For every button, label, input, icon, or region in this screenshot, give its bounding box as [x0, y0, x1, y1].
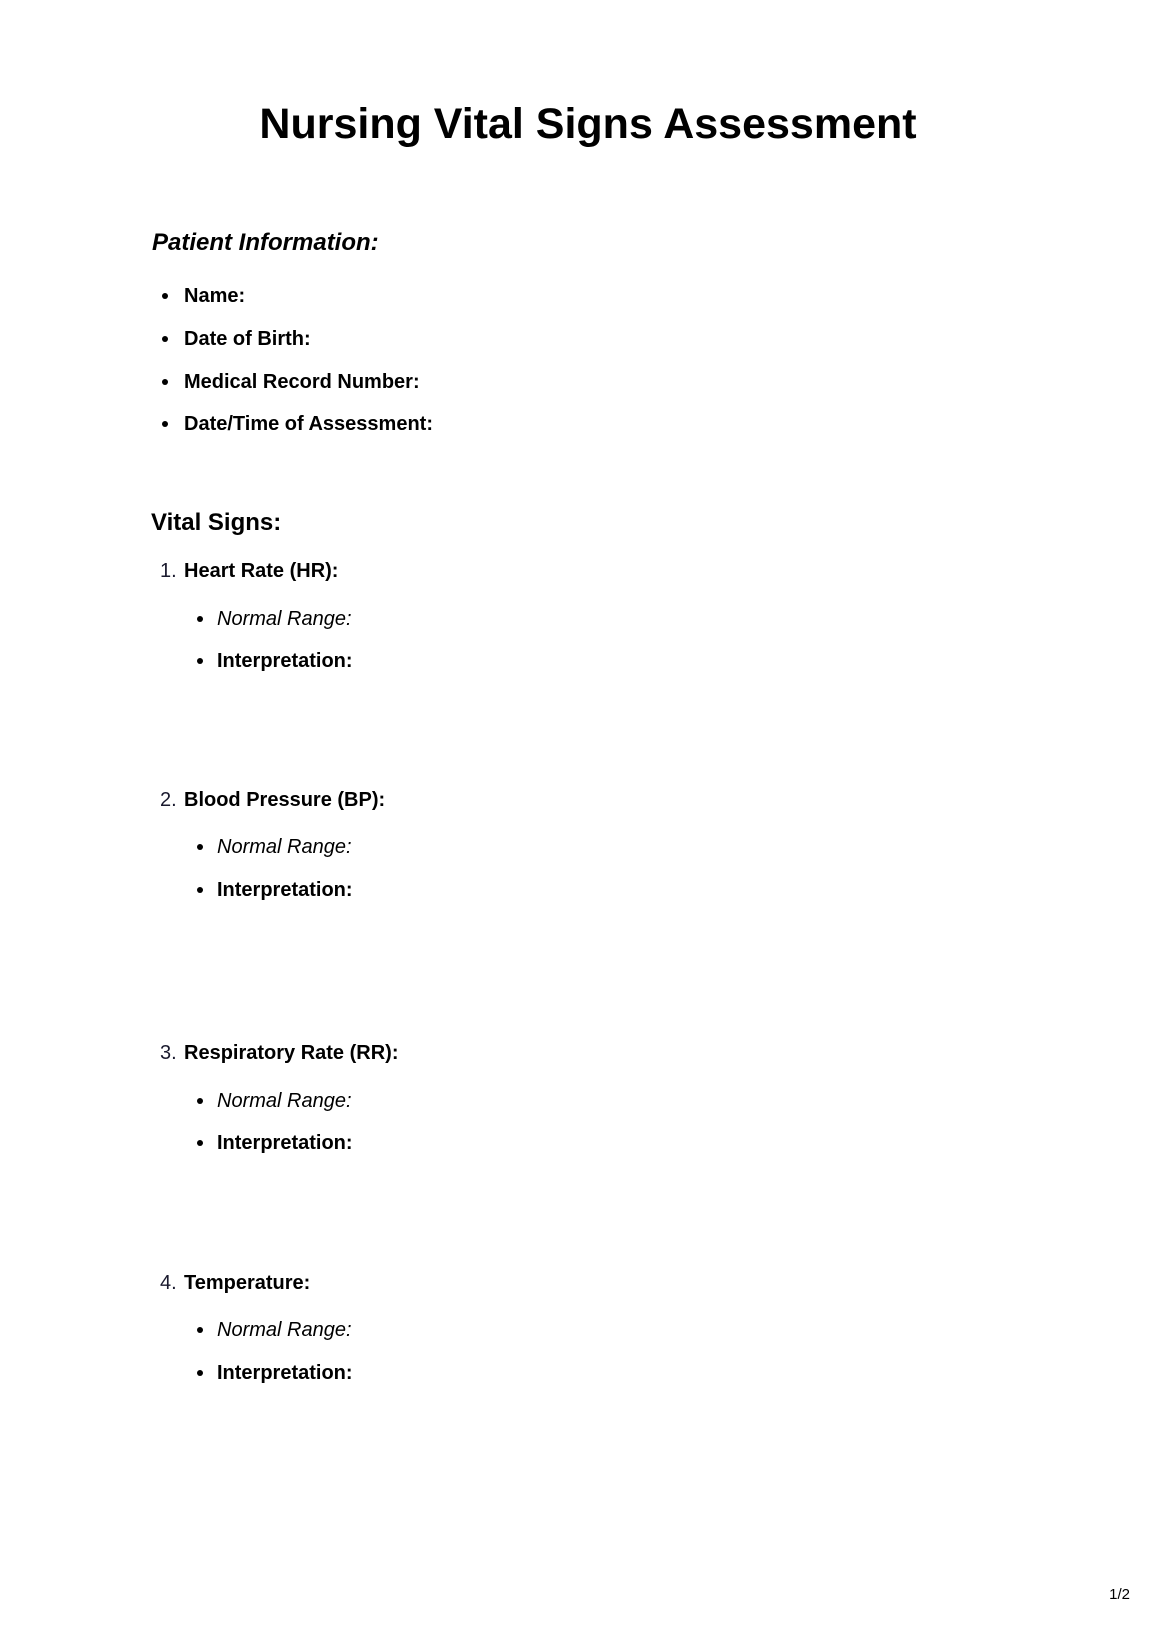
interpretation-line	[217, 877, 353, 903]
list-number: 3.	[160, 1042, 177, 1064]
bullet-icon	[197, 1098, 203, 1104]
normal-range-label: Normal Range:	[217, 1319, 352, 1341]
bullet-icon	[197, 1370, 203, 1376]
vital-label: Heart Rate (HR):	[184, 560, 339, 582]
normal-range-line	[217, 834, 352, 860]
patient-information-heading: Patient Information:	[152, 229, 379, 256]
list-number: 4.	[160, 1272, 177, 1294]
vital-signs-heading: Vital Signs:	[151, 509, 282, 536]
bullet-icon	[197, 1327, 203, 1333]
vital-item-respiratory-rate	[160, 1040, 399, 1066]
field-label: Date/Time of Assessment:	[184, 413, 433, 435]
bullet-icon	[197, 844, 203, 850]
bullet-icon	[162, 379, 168, 385]
vital-item-heart-rate	[160, 558, 339, 584]
page-title: Nursing Vital Signs Assessment	[259, 100, 917, 148]
field-label: Name:	[184, 285, 246, 307]
interpretation-line	[217, 1360, 353, 1386]
bullet-icon	[162, 293, 168, 299]
bullet-icon	[197, 1140, 203, 1146]
bullet-icon	[162, 421, 168, 427]
normal-range-label: Normal Range:	[217, 608, 352, 630]
list-number: 1.	[160, 560, 177, 582]
field-date-time-of-assessment	[184, 411, 433, 437]
bullet-icon	[197, 658, 203, 664]
interpretation-label: Interpretation:	[217, 1362, 353, 1384]
interpretation-label: Interpretation:	[217, 650, 353, 672]
field-label: Date of Birth:	[184, 328, 311, 350]
interpretation-line	[217, 1130, 353, 1156]
normal-range-label: Normal Range:	[217, 1090, 352, 1112]
bullet-icon	[197, 616, 203, 622]
vital-item-blood-pressure	[160, 787, 386, 813]
bullet-icon	[162, 336, 168, 342]
field-medical-record-number	[184, 369, 420, 395]
field-name	[184, 283, 245, 309]
vital-label: Blood Pressure (BP):	[184, 789, 386, 811]
interpretation-label: Interpretation:	[217, 879, 353, 901]
vital-label: Respiratory Rate (RR):	[184, 1042, 399, 1064]
interpretation-line	[217, 648, 353, 674]
bullet-icon	[197, 887, 203, 893]
vital-label: Temperature:	[184, 1272, 311, 1294]
vital-item-temperature	[160, 1270, 311, 1296]
normal-range-line	[217, 1317, 352, 1343]
page-number: 1/2	[1109, 1586, 1130, 1603]
normal-range-line	[217, 1088, 352, 1114]
normal-range-label: Normal Range:	[217, 836, 352, 858]
list-number: 2.	[160, 789, 177, 811]
field-date-of-birth	[184, 326, 311, 352]
normal-range-line	[217, 606, 352, 632]
field-label: Medical Record Number:	[184, 371, 420, 393]
interpretation-label: Interpretation:	[217, 1132, 353, 1154]
